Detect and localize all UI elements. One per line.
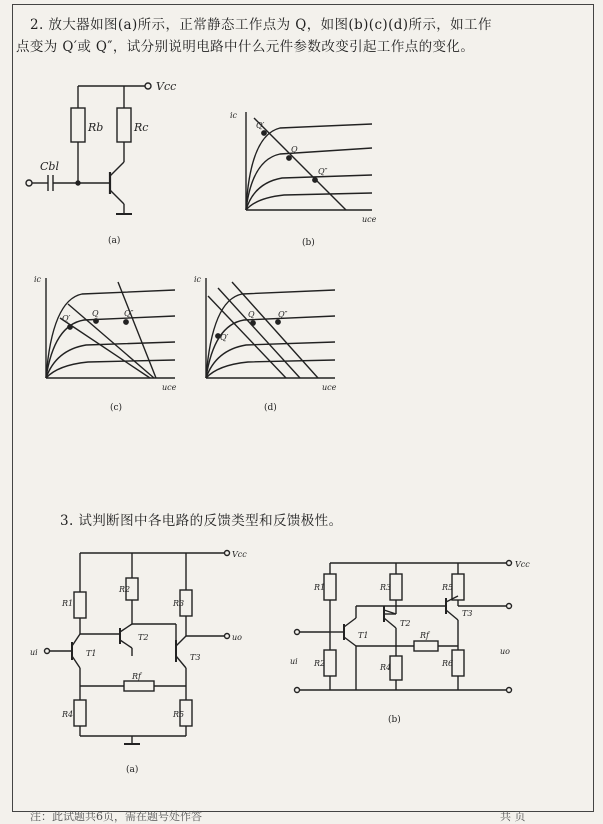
fig-a-cb-label: Cbl	[40, 160, 59, 173]
fig-b-q-label: Q	[291, 145, 298, 154]
figure-a-amplifier-circuit	[26, 83, 151, 214]
question-2-line-1: 2. 放大器如图(a)所示，正常静态工作点为 Q，如图(b)(c)(d)所示，如工作	[30, 17, 492, 33]
circuit-a-caption: (a)	[126, 765, 139, 775]
circuit-a-rf-label: Rf	[132, 672, 141, 681]
fig-a-rc-label: Rc	[134, 121, 149, 134]
circuit-b-vcc-label: Vcc	[515, 560, 530, 569]
circuit-b-rf-label: Rf	[420, 631, 429, 640]
figure-c-output-characteristic	[46, 278, 175, 378]
circuit-a-r3-label: R3	[173, 599, 185, 608]
circuit-a-r2-label: R2	[119, 585, 131, 594]
circuit-b-r6-label: R6	[442, 659, 454, 668]
circuit-a-r4-label: R4	[62, 710, 74, 719]
fig-c-q2-label: Q″	[124, 309, 134, 318]
fig-a-vcc-label: Vcc	[156, 80, 177, 93]
fig-d-x-label: uce	[322, 383, 337, 392]
fig-c-q-label: Q	[92, 309, 99, 318]
circuit-b-t1-label: T1	[358, 631, 369, 640]
circuit-a-t1-label: T1	[86, 649, 97, 658]
circuit-b-r4-label: R4	[380, 663, 392, 672]
fig-d-q-label: Q	[248, 310, 255, 319]
footer-page: 共 页	[500, 810, 526, 823]
circuit-b-t2-label: T2	[400, 619, 411, 628]
circuit-b-r3-label: R3	[380, 583, 392, 592]
fig-b-x-label: uce	[362, 215, 377, 224]
resistor-rb	[71, 108, 85, 142]
fig-c-y-label: ic	[34, 275, 42, 284]
circuit-a-r1-label: R1	[62, 599, 74, 608]
circuit-b-uo-label: uo	[500, 647, 510, 656]
circuit-a-t3-label: T3	[190, 653, 201, 662]
circuit-a-r5-label: R5	[173, 710, 185, 719]
fig-b-q2-label: Q″	[318, 167, 328, 176]
figure-b-output-characteristic	[246, 112, 372, 210]
fig-c-x-label: uce	[162, 383, 177, 392]
fig-a-caption: (a)	[108, 236, 121, 246]
footer-note: 注：此试题共6页，需在题号处作答	[30, 810, 202, 823]
circuit-b-ui-label: ui	[290, 657, 298, 666]
circuit-b-r5-label: R5	[442, 583, 454, 592]
fig-d-y-label: ic	[194, 275, 202, 284]
circuit-a-uo-label: uo	[232, 633, 242, 642]
fig-d-q1-label: Q′	[220, 333, 229, 342]
fig-a-rb-label: Rb	[88, 121, 104, 134]
fig-c-q1-label: Q′	[62, 314, 71, 323]
circuit-a-ui-label: ui	[30, 648, 38, 657]
circuit-b-t3-label: T3	[462, 609, 473, 618]
fig-b-q1-label: Q′	[256, 121, 265, 130]
resistor-rc	[117, 108, 131, 142]
circuit-a-t2-label: T2	[138, 633, 149, 642]
figure-d-output-characteristic	[206, 278, 335, 378]
fig-d-caption: (d)	[264, 403, 277, 413]
fig-b-y-label: ic	[230, 111, 238, 120]
circuit-b-r1-label: R1	[314, 583, 326, 592]
circuit-b-r2-label: R2	[314, 659, 326, 668]
circuit-b-caption: (b)	[388, 715, 401, 725]
question-2-line-2: 点变为 Q′或 Q″，试分别说明电路中什么元件参数改变引起工作点的变化。	[16, 39, 475, 55]
fig-b-caption: (b)	[302, 238, 315, 248]
circuit-a-vcc-label: Vcc	[232, 550, 247, 559]
question-3-line-1: 3. 试判断图中各电路的反馈类型和反馈极性。	[60, 513, 343, 529]
fig-d-q2-label: Q″	[278, 310, 288, 319]
fig-c-caption: (c)	[110, 403, 123, 413]
